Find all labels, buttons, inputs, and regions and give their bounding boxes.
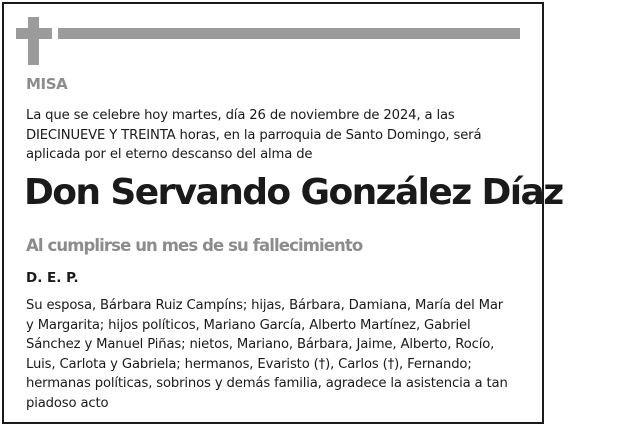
family-line: hermanas políticas, sobrinos y demás familia, agradece la asistencia a tan <box>26 376 508 392</box>
family-line: Sánchez y Manuel Piñas; nietos, Mariano, Bárbara, Jaime, Alberto, Rocío, <box>26 337 495 353</box>
obituary-notice <box>2 2 563 424</box>
cross-horizontal-beam <box>16 28 52 39</box>
family-line: y Margarita; hijos políticos, Mariano García, Alberto Martínez, Gabriel <box>26 317 471 333</box>
rest-in-peace-label: D. E. P. <box>26 270 79 286</box>
section-title: MISA <box>26 75 68 93</box>
family-line: Su esposa, Bárbara Ruiz Campíns; hijas, Bárbara, Damiana, María del Mar <box>26 298 504 313</box>
intro-line: DIECINUEVE Y TREINTA horas, en la parroquia de Santo Domingo, será <box>26 127 482 143</box>
cross-vertical-beam <box>28 17 39 65</box>
anniversary-subtitle: Al cumplirse un mes de su fallecimiento <box>26 236 363 255</box>
family-paragraph <box>26 296 532 414</box>
intro-paragraph <box>26 106 526 165</box>
deceased-name: Don Servando González Díaz <box>24 172 563 213</box>
family-line: Luis, Carlota y Gabriela; hermanos, Evaristo (†), Carlos (†), Fernando; <box>26 356 472 372</box>
family-line: piadoso acto <box>26 395 109 411</box>
cross-icon <box>16 17 52 65</box>
header-divider-bar <box>58 28 520 39</box>
intro-line: La que se celebre hoy martes, día 26 de noviembre de 2024, a las <box>26 108 455 123</box>
intro-line: aplicada por el eterno descanso del alma de <box>26 147 313 162</box>
